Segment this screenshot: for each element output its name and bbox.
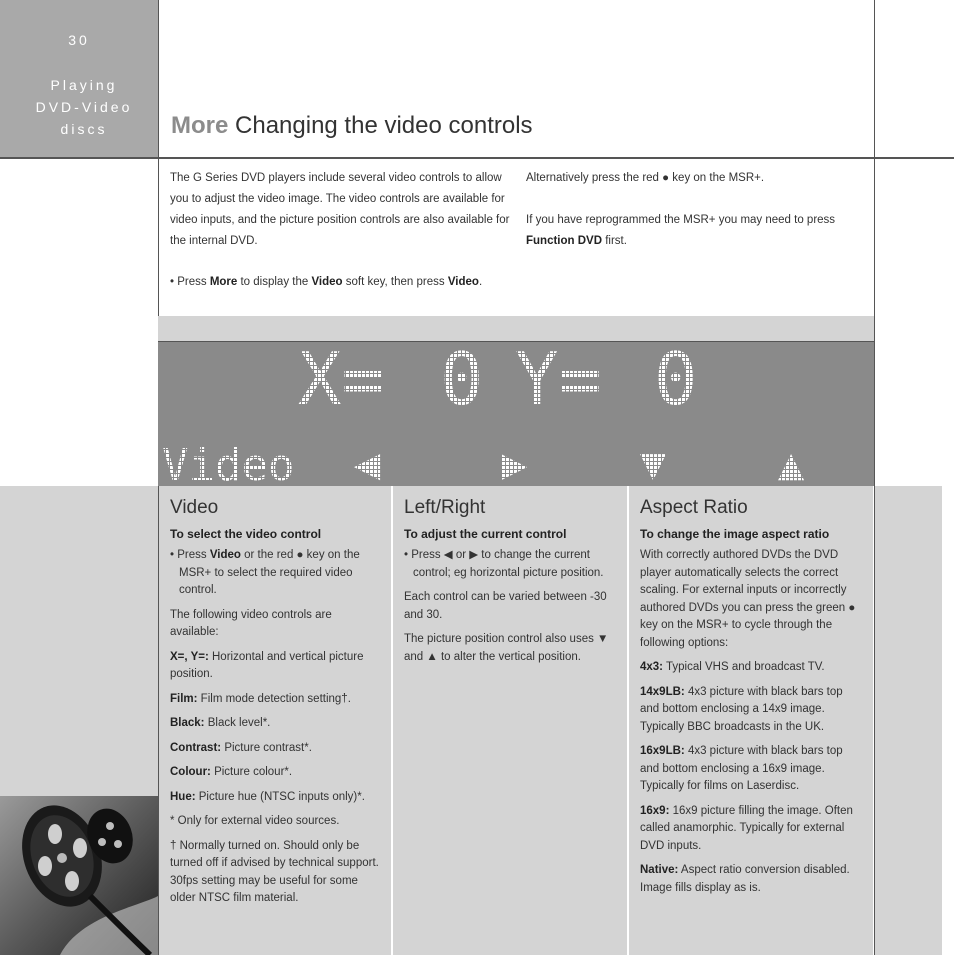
intro-paragraph: The G Series DVD players include several video controls to allow you to adjust the video image. The video controls are available for video inputs, and the picture position controls are also available for the internal DVD. [170,172,510,247]
video-column [159,486,391,955]
column-heading: Left/Right [404,497,486,518]
page-title [171,112,533,140]
title-main: Changing the video controls [235,112,533,139]
intro-bullet: • Press More to display the Video soft key, then press Video. [170,276,483,288]
gray-band [158,316,874,341]
control-item: Black: Black level*. [170,717,271,729]
title-rule [0,157,954,159]
title-prefix: More [171,112,229,139]
reprogram-note: If you have reprogrammed the MSR+ you may need to press Function DVD first. [526,214,836,247]
dot-matrix-display [158,342,874,486]
paragraph: The following video controls are available: [170,608,332,638]
footnote: * Only for external video sources. [170,815,340,827]
display-svg [158,342,874,486]
ratio-item: 14x9LB: 4x3 picture with black bars top and bottom enclosing a 14x9 image. Typically BBC broadcasts in the UK. [640,685,843,733]
control-item: X=, Y=: Horizontal and vertical picture position. [170,650,364,680]
film-reel-photo [0,796,158,955]
ratio-item: 4x3: Typical VHS and broadcast TV. [640,661,825,673]
bullet-item: • Press ◀ or ▶ to change the current control; eg horizontal picture position. [404,549,604,579]
control-item: Contrast: Picture contrast*. [170,741,312,754]
aspect-ratio-column [629,486,873,955]
page-number: 30 [68,32,90,48]
column-subheading: To adjust the current control [404,527,567,541]
column-subheading: To select the video control [170,527,322,541]
section-label [20,74,148,140]
section-line: DVD-Video [35,99,133,115]
column-heading: Aspect Ratio [640,497,748,518]
ratio-item: 16x9LB: 4x3 picture with black bars top and bottom enclosing a 16x9 image. Typically for films on Laserdisc. [640,745,843,792]
ratio-item: Native: Aspect ratio conversion disabled. Image fills display as is. [640,864,850,894]
control-item: Film: Film mode detection setting†. [170,692,351,705]
column-heading: Video [170,497,219,518]
section-line: discs [60,121,108,137]
footnote: † Normally turned on. Should only be turned off if advised by technical support. 30fps setting may be useful for some older NTSC film material. [170,839,379,904]
film-reel-icon [0,796,158,955]
paragraph: The picture position control also uses ▼ and ▲ to alter the vertical position. [404,633,609,663]
control-item: Hue: Picture hue (NTSC inputs only)*. [170,790,365,803]
paragraph: Each control can be varied between -30 and 30. [404,591,607,621]
alt-instruction: Alternatively press the red ● key on the MSR+. [526,172,765,184]
ratio-item: 16x9: 16x9 picture filling the image. Often called anamorphic. Typically for external DVD inputs. [640,804,853,852]
control-item: Colour: Picture colour*. [170,766,293,778]
paragraph: With correctly authored DVDs the DVD player automatically selects the correct scaling. For external inputs or incorrectly authored DVDs you can press the green ● key on the MSR+ to cycle through the following options: [640,549,856,649]
section-line: Playing [50,77,118,93]
intro-left [170,168,515,293]
bullet-item: • Press Video or the red ● key on the MSR+ to select the required video control. [170,549,360,596]
column-subheading: To change the image aspect ratio [640,527,830,541]
left-right-column [393,486,627,955]
margin-panel [875,486,942,955]
red-dot-icon: ● [662,172,670,184]
intro-right [526,168,866,252]
margin-panel [0,486,158,796]
